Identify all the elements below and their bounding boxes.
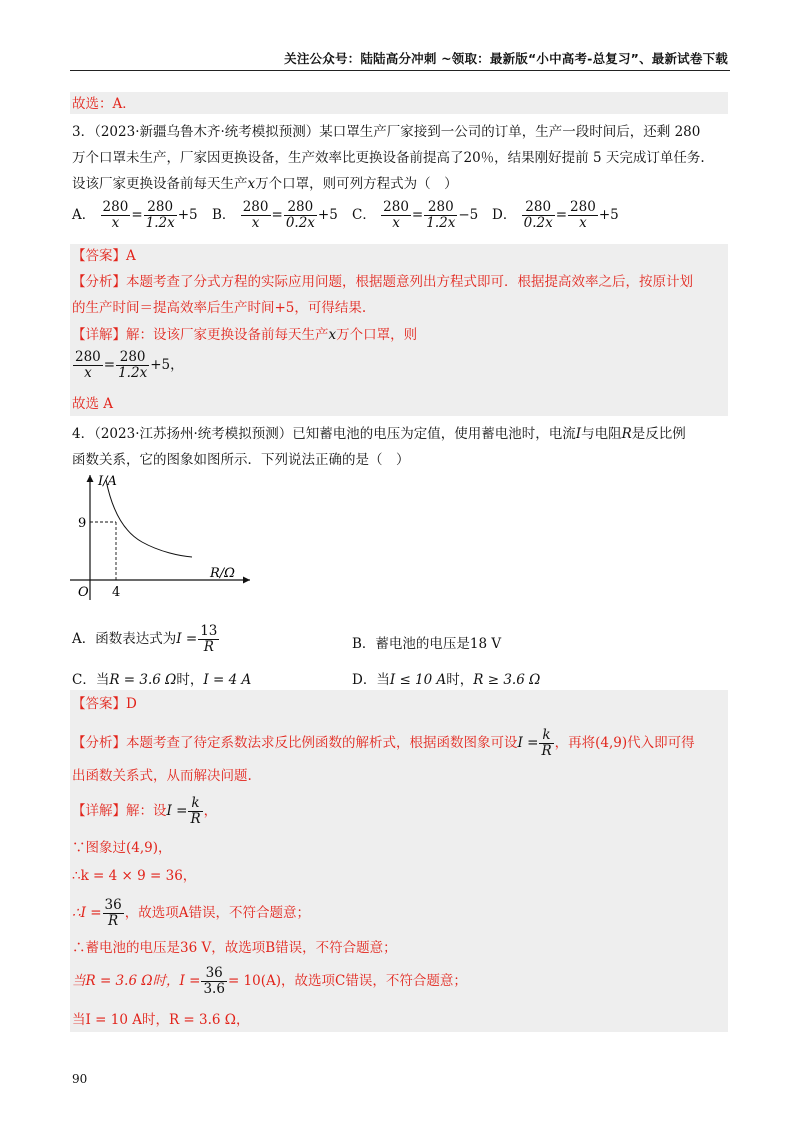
numerator: 280 [144, 200, 177, 216]
numerator: 280 [522, 200, 555, 216]
denominator: x [111, 215, 120, 231]
q4-step-3 [72, 898, 310, 929]
fraction [201, 966, 226, 997]
y-tick-label: 9 [78, 516, 87, 531]
numerator: 280 [570, 199, 596, 215]
option-text: 时， [446, 672, 474, 688]
option-text: C．当 [72, 672, 110, 688]
numerator: 36 [201, 966, 226, 982]
numerator: 280 [383, 199, 409, 215]
shaded-block-prev [70, 92, 728, 114]
option-lhs: I = [176, 631, 198, 647]
numerator: 36 [104, 897, 122, 913]
option-label: A．函数表达式为 [72, 631, 177, 647]
fraction [188, 796, 202, 827]
origin-label: O [78, 585, 89, 600]
q4-step-1: ∵图象过(4,9)， [72, 840, 172, 856]
q3-option-d[interactable]: D． $\frac{280}{0.2x}$ = $\frac{280}{x}$ +5 [492, 199, 619, 231]
fraction [73, 350, 103, 381]
fraction [103, 898, 124, 929]
denominator: 0.2x [285, 215, 315, 231]
page-header: 关注公众号：陆陆高分冲刺 ~领取：最新版“小中高考-总复习”、最新试卷下载 [284, 51, 728, 66]
numerator: k [539, 728, 553, 744]
fraction [144, 200, 177, 231]
numerator: 280 [116, 350, 149, 366]
q3-analysis-line2: 的生产时间＝提高效率后生产时间+5，可得结果. [72, 300, 367, 316]
q3-stem-text-end: 万个口罩，则可列方程式为（ ） [255, 176, 458, 192]
step-tail: = 10(A)，故选项C错误，不符合题意； [227, 973, 467, 989]
q4-option-c[interactable] [72, 668, 251, 688]
q4-stem-line1 [72, 424, 686, 444]
q4-option-a[interactable] [72, 624, 220, 655]
header-rule [70, 70, 730, 71]
detail-text: 【详解】解：设 [72, 803, 167, 819]
hyperbola-curve [106, 480, 192, 557]
option-tail: −5 [458, 207, 479, 223]
option-label: D． [492, 207, 517, 223]
q3-variable-x: x [247, 176, 256, 192]
q3-stem-line3 [72, 174, 458, 194]
q4-option-b[interactable]: B．蓄电池的电压是18 V [352, 636, 502, 652]
step-lhs: 当R = 3.6 Ω时，I = [72, 973, 201, 989]
equation-tail: +5， [150, 357, 184, 373]
q4-stem-text: 4．（2023·江苏扬州·统考模拟预测）已知蓄电池的电压为定值，使用蓄电池时，电流 [72, 426, 576, 442]
q4-analysis-line2: 出函数关系式，从而解决问题. [72, 768, 252, 784]
q3-detail-text: 【详解】解：设该厂家更换设备前每天生产 [72, 327, 329, 343]
option-tail: +5 [177, 207, 198, 223]
option-text: D．当 [352, 672, 390, 688]
q4-step-4: ∴蓄电池的电压是36 V，故选项B错误，不符合题意； [72, 940, 397, 956]
step-tail: ，故选项A错误，不符合题意； [124, 905, 310, 921]
denominator: R [541, 743, 552, 759]
option-math: I ≤ 10 A [389, 672, 447, 688]
q3-stem-line1: 3．（2023·新疆乌鲁木齐·统考模拟预测）某口罩生产厂家接到一公司的订单，生产一段时间后，还剩 280 [72, 124, 701, 140]
option-text: 时， [176, 672, 204, 688]
q4-detail-line [72, 796, 217, 827]
q3-detail-line [72, 325, 417, 345]
analysis-lhs: I = [517, 735, 539, 751]
option-tail: +5 [317, 207, 338, 223]
q3-option-b[interactable]: B． $\frac{280}{x}$ = $\frac{280}{0.2x}$ +5 [212, 199, 338, 231]
x-tick-label: 4 [112, 585, 121, 600]
option-math: R ≥ 3.6 Ω [473, 672, 541, 688]
denominator: x [392, 215, 400, 231]
numerator: 13 [200, 623, 218, 639]
q3-detail-variable: x [328, 327, 337, 343]
fraction [539, 728, 553, 759]
analysis-text: 【分析】本题考查了待定系数法求反比例函数的解析式，根据函数图象可设 [72, 735, 518, 751]
denominator: x [251, 215, 260, 231]
option-math: I = 4 A [203, 672, 252, 688]
denominator: 1.2x [118, 365, 148, 381]
numerator: 280 [75, 349, 101, 365]
fraction [522, 200, 555, 231]
q4-stem-text-mid: 与电阻 [581, 426, 622, 442]
q3-conclusion: 故选 A [72, 396, 114, 412]
fraction [284, 200, 317, 231]
fraction [424, 200, 457, 231]
fraction [568, 200, 598, 231]
q3-option-a[interactable]: A． $\frac{280}{x}$ = $\frac{280}{1.2x}$ +5 [72, 199, 198, 231]
q4-option-d[interactable] [352, 668, 540, 688]
q4-stem-text-end: 是反比例 [631, 426, 686, 442]
y-axis-label: I/A [98, 474, 117, 489]
step-lhs: ∴I = [72, 905, 102, 921]
denominator: R [203, 639, 214, 655]
prev-answer: 故选：A． [72, 96, 136, 112]
q4-analysis-line1 [72, 728, 695, 759]
q3-detail-text-end: 万个口罩，则 [336, 327, 418, 343]
denominator: 1.2x [426, 215, 456, 231]
fraction [101, 200, 131, 231]
detail-lhs: I = [166, 803, 188, 819]
numerator: 280 [102, 199, 129, 215]
denominator: x [84, 365, 92, 381]
option-label: C． [352, 207, 376, 223]
denominator: 3.6 [203, 981, 225, 997]
q4-step-5 [72, 966, 467, 997]
numerator: 280 [242, 199, 269, 215]
denominator: x [579, 215, 587, 231]
q4-variable-i: I [575, 426, 582, 442]
option-label: B． [212, 207, 236, 223]
detail-text-end: ， [203, 803, 218, 819]
fraction [241, 200, 271, 231]
option-math: R = 3.6 Ω [109, 672, 177, 688]
q4-step-2: ∴k = 4 × 9 = 36， [72, 868, 197, 884]
denominator: R [190, 811, 201, 827]
numerator: 280 [284, 200, 317, 216]
q3-stem-text: 设该厂家更换设备前每天生产 [72, 176, 248, 192]
x-axis-label: R/Ω [210, 566, 235, 581]
option-label: A． [72, 207, 96, 223]
q4-stem-line2: 函数关系，它的图象如图所示．下列说法正确的是（ ） [72, 452, 410, 468]
denominator: 1.2x [145, 215, 175, 231]
denominator: 0.2x [523, 215, 553, 231]
q3-option-c[interactable]: C． $\frac{280}{x}$ = $\frac{280}{1.2x}$ −5 [352, 199, 479, 231]
inverse-proportion-graph [60, 470, 260, 610]
q3-equation: $\frac{280}{x}$ = $\frac{280}{1.2x}$ +5， [75, 349, 184, 381]
numerator: 280 [424, 200, 457, 216]
fraction [198, 624, 219, 655]
q3-analysis-line1: 【分析】本题考查了分式方程的实际应用问题，根据题意列出方程式即可．根据提高效率之后，按原计划 [72, 274, 693, 290]
numerator: k [188, 796, 202, 812]
q4-variable-r: R [621, 426, 632, 442]
fraction [381, 200, 411, 231]
q4-step-6: 当I = 10 A时，R = 3.6 Ω， [72, 1012, 250, 1028]
option-tail: +5 [598, 207, 619, 223]
fraction [116, 350, 149, 381]
denominator: R [108, 913, 119, 929]
q4-answer: 【答案】D [72, 696, 137, 712]
page-number: 90 [72, 1072, 88, 1086]
q3-stem-line2: 万个口罩未生产，厂家因更换设备，生产效率比更换设备前提高了20％，结果刚好提前 5 天完成订单任务. [72, 150, 705, 166]
analysis-text-end: ，再将(4,9)代入即可得 [554, 735, 695, 751]
q3-answer: 【答案】A [72, 248, 136, 264]
